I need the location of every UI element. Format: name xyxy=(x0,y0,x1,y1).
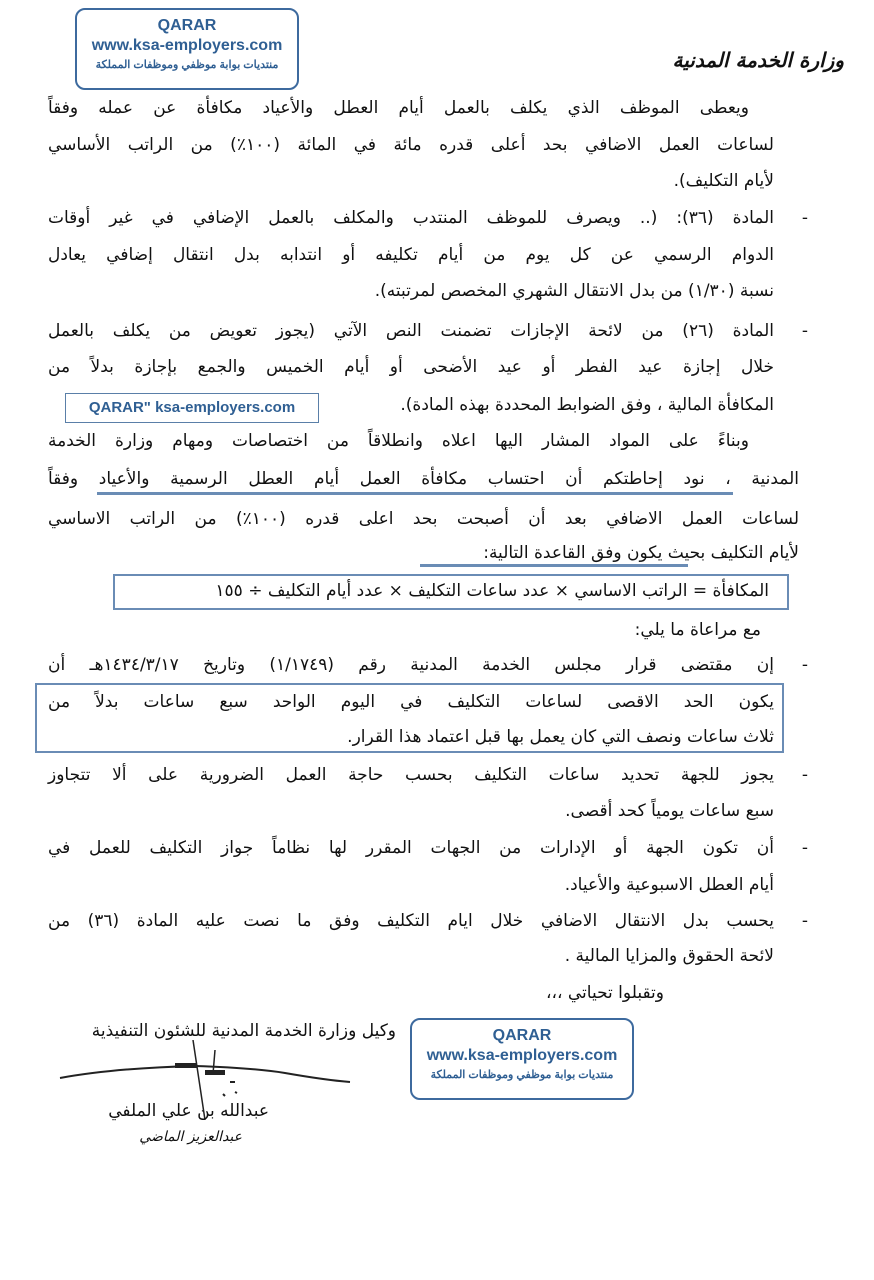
closing: وتقبلوا تحياتي ،،، xyxy=(546,983,664,1003)
article36-line: الدوام الرسمي عن كل يوم من أيام تكليفه أو انتدابه بدل انتقال إضافي يعادل xyxy=(48,245,774,265)
signatory-name: عبدالله بن علي الملفي xyxy=(108,1101,269,1121)
signatory-title: وكيل وزارة الخدمة المدنية للشئون التنفيذية xyxy=(91,1021,396,1041)
bullet-dash: - xyxy=(801,208,808,228)
article26-line: المكافأة المالية ، وفق الضوابط المحددة بهذه المادة). xyxy=(400,395,774,415)
basis-line: وبناءً على المواد المشار اليها اعلاه وانطلاقاً من اختصاصات ومهام وزارة الخدمة xyxy=(48,431,749,451)
item-line: أيام العطل الاسبوعية والأعياد. xyxy=(564,875,774,895)
watermark-top xyxy=(75,8,299,90)
considering-label: مع مراعاة ما يلي: xyxy=(634,620,761,640)
highlight-underline xyxy=(97,492,733,495)
item-line: ثلاث ساعات ونصف التي كان يعمل بها قبل اعتماد هذا القرار. xyxy=(347,727,774,747)
highlight-underline xyxy=(420,564,688,567)
article36-line: المادة (٣٦): (.. ويصرف للموظف المنتدب والمكلف بالعمل الإضافي في غير أوقات xyxy=(48,208,774,228)
basis-line: لأيام التكليف بحيث يكون وفق القاعدة التالية: xyxy=(483,543,799,563)
item-line: يجوز للجهة تحديد ساعات التكليف بحسب حاجة العمل الضرورية على ألا تتجاوز xyxy=(48,765,774,785)
watermark-title: QARAR xyxy=(492,1027,552,1044)
watermark-url: www.ksa-employers.com xyxy=(91,37,283,54)
item-line: إن مقتضى قرار مجلس الخدمة المدنية رقم (١/١٧٤٩) وتاريخ ١٤٣٤/٣/١٧هـ أن xyxy=(48,655,774,675)
intro-line: ويعطى الموظف الذي يكلف بالعمل أيام العطل والأعياد مكافأة عن عمله وفقاً xyxy=(48,98,749,118)
basis-line: المدنية ، نود إحاطتكم أن احتساب مكافأة العمل أيام العطل الرسمية والأعياد وفقاً xyxy=(48,469,799,489)
watermark-url: www.ksa-employers.com xyxy=(426,1047,618,1064)
item-line: أن تكون الجهة أو الإدارات من الجهات المقرر لها نظاماً جواز التكليف للعمل في xyxy=(48,838,774,858)
article36-line: نسبة (١/٣٠) من بدل الانتقال الشهري المخصص لمرتبته). xyxy=(374,281,774,301)
watermark-tagline: منتديات بوابة موظفي وموظفات المملكة xyxy=(95,59,279,71)
watermark-bottom xyxy=(410,1018,634,1100)
formula: المكافأة = الراتب الاساسي × عدد ساعات التكليف × عدد أيام التكليف ÷ ١٥٥ xyxy=(215,581,769,601)
formula-box xyxy=(113,574,789,610)
bullet-dash: - xyxy=(801,838,808,858)
ministry-header: وزارة الخدمة المدنية xyxy=(672,48,844,72)
watermark-title: QARAR xyxy=(157,17,217,34)
item-line: يحسب بدل الانتقال الاضافي خلال ايام التكليف وفق ما نصت عليه المادة (٣٦) من xyxy=(48,911,774,931)
intro-line: لأيام التكليف). xyxy=(673,171,774,191)
bullet-dash: - xyxy=(801,911,808,931)
watermark-middle: QARAR" ksa-employers.com xyxy=(65,393,319,423)
bullet-dash: - xyxy=(801,765,808,785)
item-line: يكون الحد الاقصى لساعات التكليف في اليوم الواحد سبع ساعات بدلاً من xyxy=(48,692,774,712)
intro-line: لساعات العمل الاضافي بحد أعلى قدره مائة في المائة (١٠٠٪) من الراتب الأساسي xyxy=(48,135,774,155)
bullet-dash: - xyxy=(801,321,808,341)
watermark-tagline: منتديات بوابة موظفي وموظفات المملكة xyxy=(430,1069,614,1081)
article26-line: خلال إجازة عيد الفطر أو عيد الأضحى أو أيام الخميس والجمع بإجازة بدلاً من xyxy=(48,357,774,377)
basis-line: لساعات العمل الاضافي بعد أن أصبحت بحد اعلى قدره (١٠٠٪) من الراتب الاساسي xyxy=(48,509,799,529)
item-line: سبع ساعات يومياً كحد أقصى. xyxy=(565,801,774,821)
bullet-dash: - xyxy=(801,655,808,675)
item-line: لائحة الحقوق والمزايا المالية . xyxy=(564,946,774,966)
article26-line: المادة (٢٦) من لائحة الإجازات تضمنت النص الآتي (يجوز تعويض من يكلف بالعمل xyxy=(48,321,774,341)
initials-signature: عبدالعزيز الماضي xyxy=(139,1129,242,1145)
